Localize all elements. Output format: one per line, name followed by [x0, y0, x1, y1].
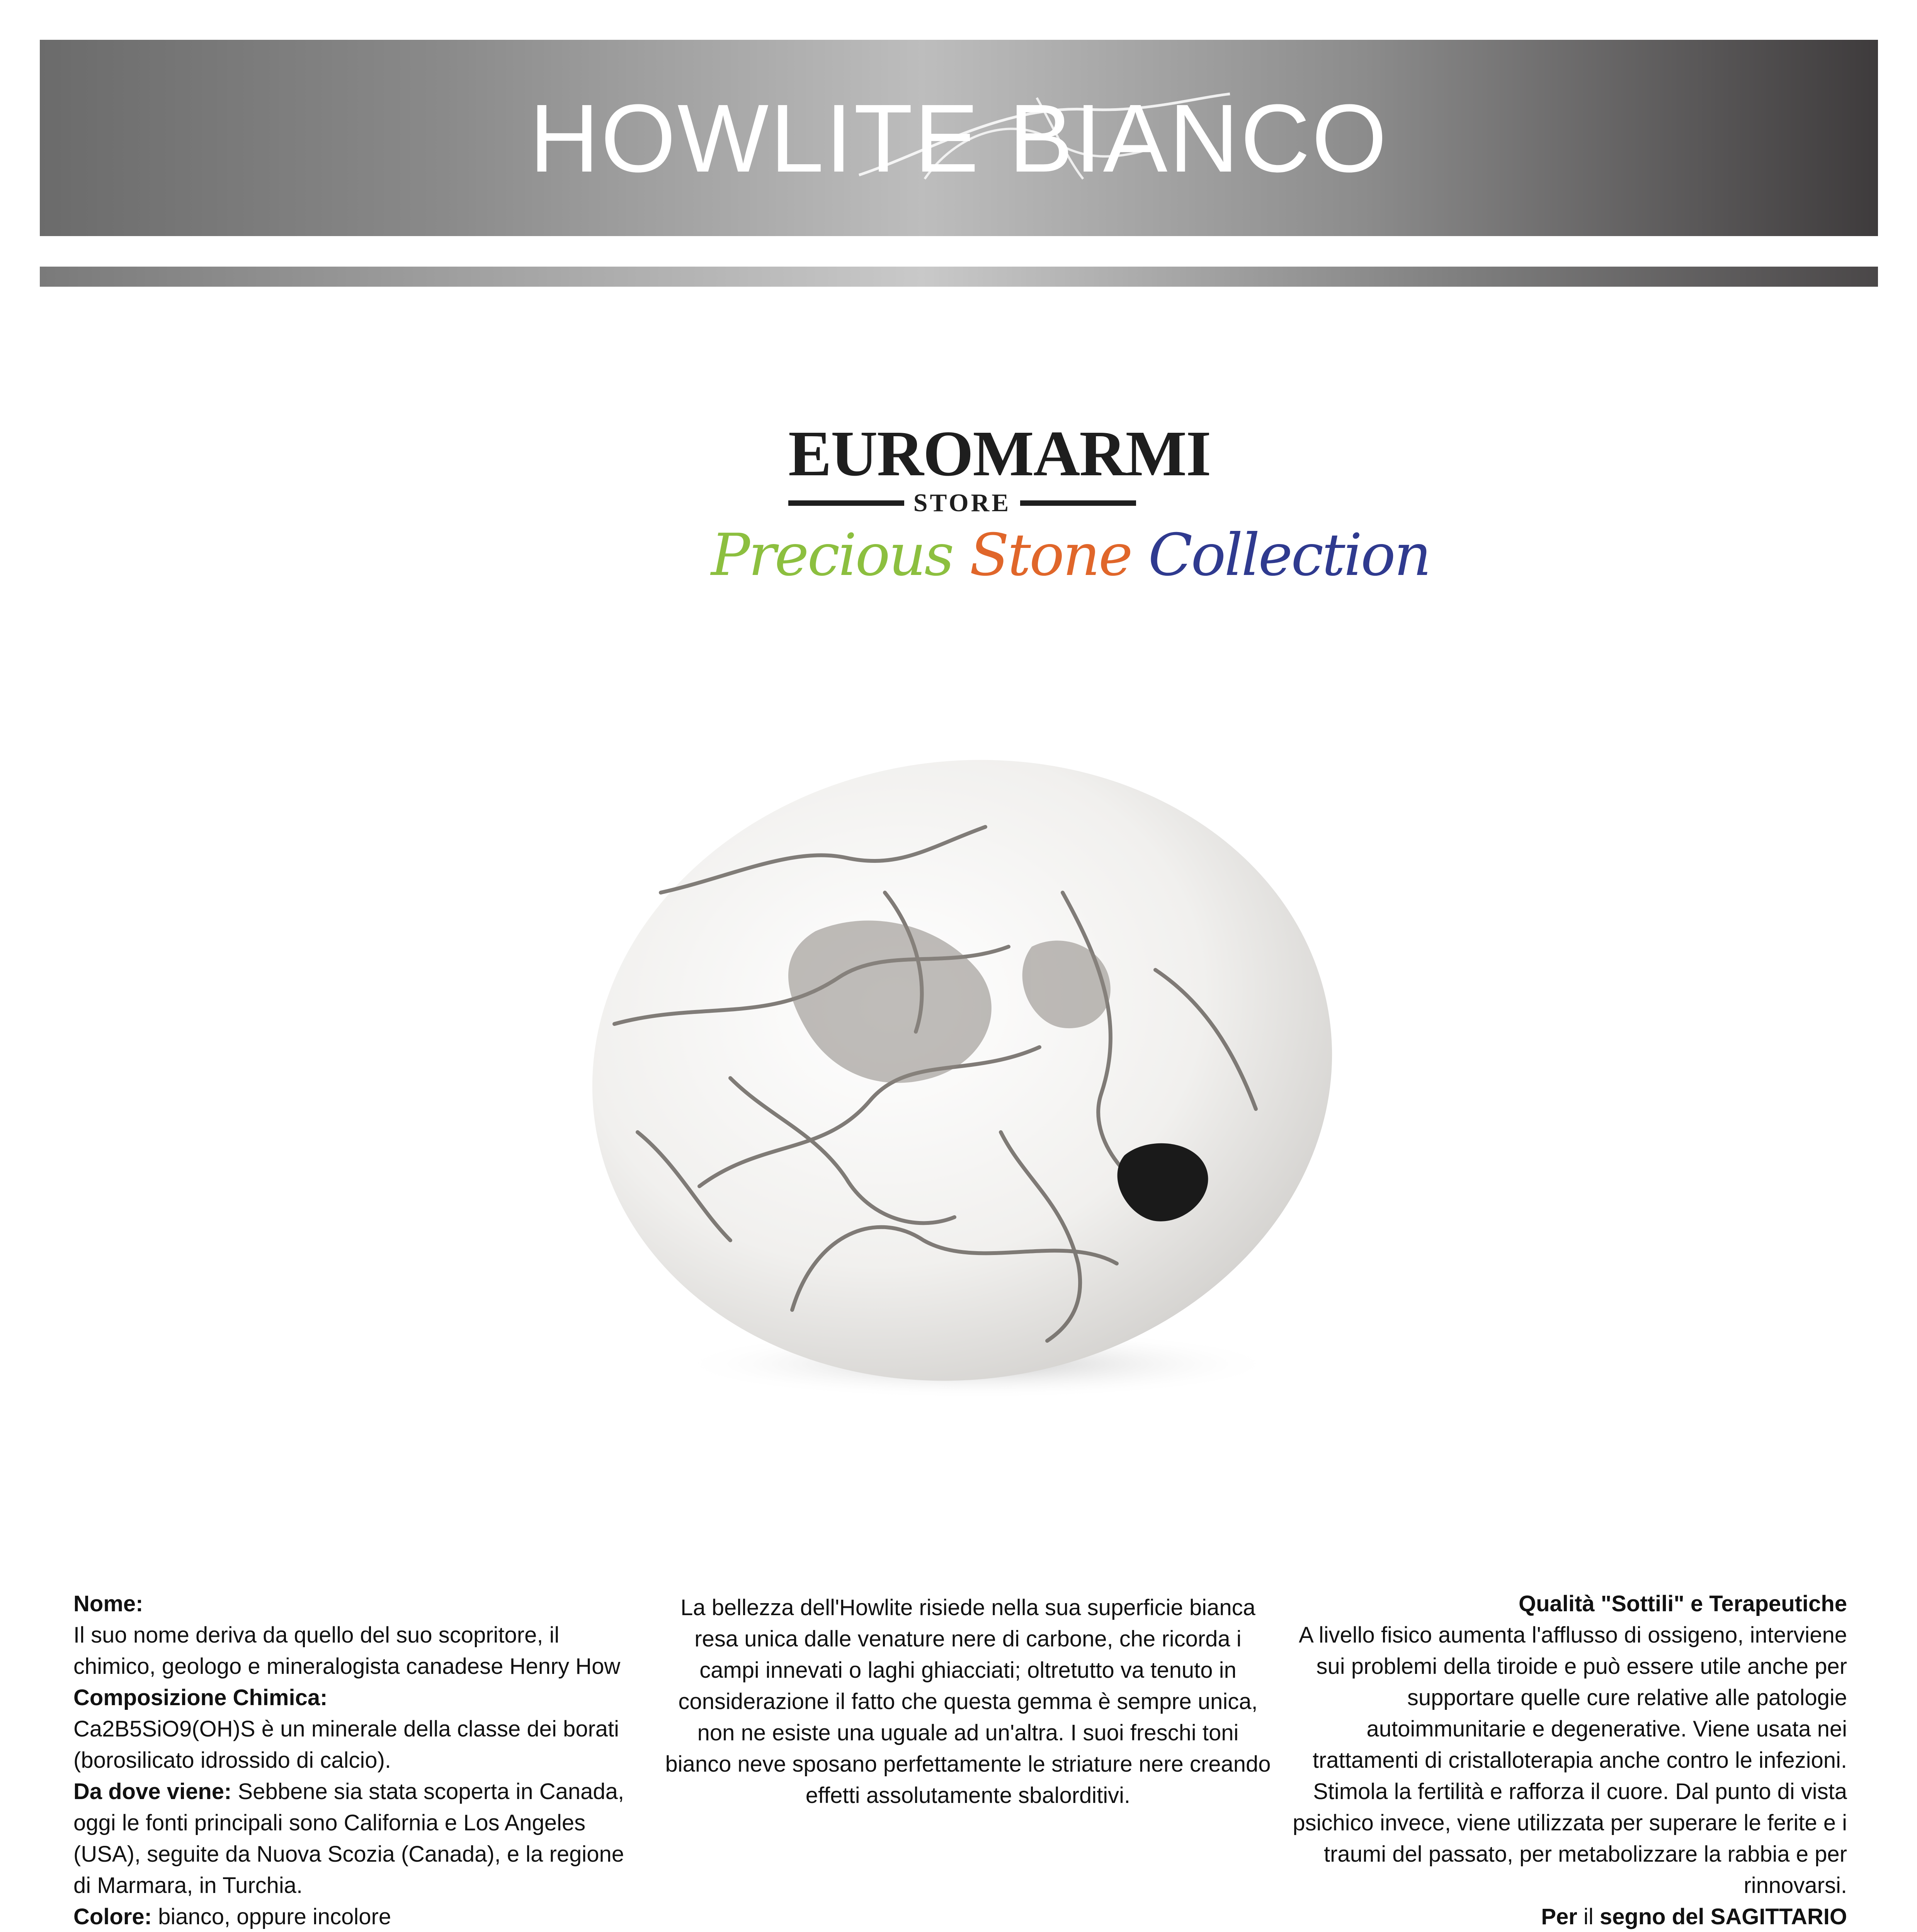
colore-text: bianco, oppure incolore: [152, 1904, 391, 1929]
segno-label-il: il: [1577, 1904, 1600, 1929]
segno-label-per: Per: [1541, 1904, 1577, 1929]
logo-store-row: [788, 488, 1136, 518]
logo-brand: EUROMARMI: [788, 418, 1211, 490]
logo-bar-left: [788, 500, 904, 506]
logo-store: STORE: [913, 489, 1011, 517]
description-column: [665, 1592, 1271, 1811]
logo-bar-right: [1020, 500, 1136, 506]
provenienza-label: Da dove viene:: [73, 1779, 232, 1804]
header-divider: [40, 267, 1878, 287]
qualita-label: Qualità "Sottili" e Terapeutiche: [1519, 1591, 1847, 1616]
howlite-stone-image: [498, 730, 1426, 1488]
colore-label: Colore:: [73, 1904, 152, 1929]
description-text: La bellezza dell'Howlite risiede nella sua superficie bianca resa unica dalle venature nere di carbone, che ricorda i campi innevati o laghi ghiacciati; oltretutto va tenuto in considerazione il fatto che questa gemma è sempre unica, non ne esiste una uguale ad un'altra. I suoi freschi toni bianco neve sposano perfettamente le striature nere creando effetti assolutamente sbalorditivi.: [665, 1595, 1271, 1808]
composizione-text: Ca2B5SiO9(OH)S è un minerale della classe dei borati (borosilicato idrossido di calcio).: [73, 1716, 619, 1773]
collection-word-stone: Stone: [969, 522, 1131, 589]
composizione-label: Composizione Chimica:: [73, 1685, 328, 1710]
page-title: HOWLITE BIANCO: [529, 84, 1388, 192]
qualita-text: A livello fisico aumenta l'afflusso di ossigeno, interviene sui problemi della tiroide e può essere utile anche per supportare quelle cure relative alle patologie autoimmunitarie e degenerative. Viene usata nei trattamenti di cristalloterapia anche contro le infezioni. Stimola la fertilità e rafforza il cuore. Dal punto di vista psichico invece, viene utilizzata per superare le ferite e i traumi del passato, per metabolizzare la rabbia e per rinnovarsi.: [1293, 1622, 1847, 1898]
euromarmi-logo: [788, 418, 1211, 518]
collection-heading: [711, 522, 1430, 589]
nome-text: Il suo nome deriva da quello del suo scopritore, il chimico, geologo e mineralogista canadese Henry How: [73, 1622, 621, 1679]
provenienza-text: Sebbene sia stata scoperta in Canada, oggi le fonti principali sono California e Los Angeles (USA), seguite da Nuova Scozia (Canada), e la regione di Marmara, in Turchia.: [73, 1779, 624, 1898]
collection-word-collection: Collection: [1148, 522, 1430, 589]
properties-column: [73, 1588, 641, 1932]
collection-word-precious: Precious: [711, 522, 953, 589]
segno-label-sagittario: segno del SAGITTARIO: [1599, 1904, 1847, 1929]
nome-label: Nome:: [73, 1591, 143, 1616]
title-banner: [40, 40, 1878, 236]
qualities-column: [1275, 1588, 1847, 1932]
